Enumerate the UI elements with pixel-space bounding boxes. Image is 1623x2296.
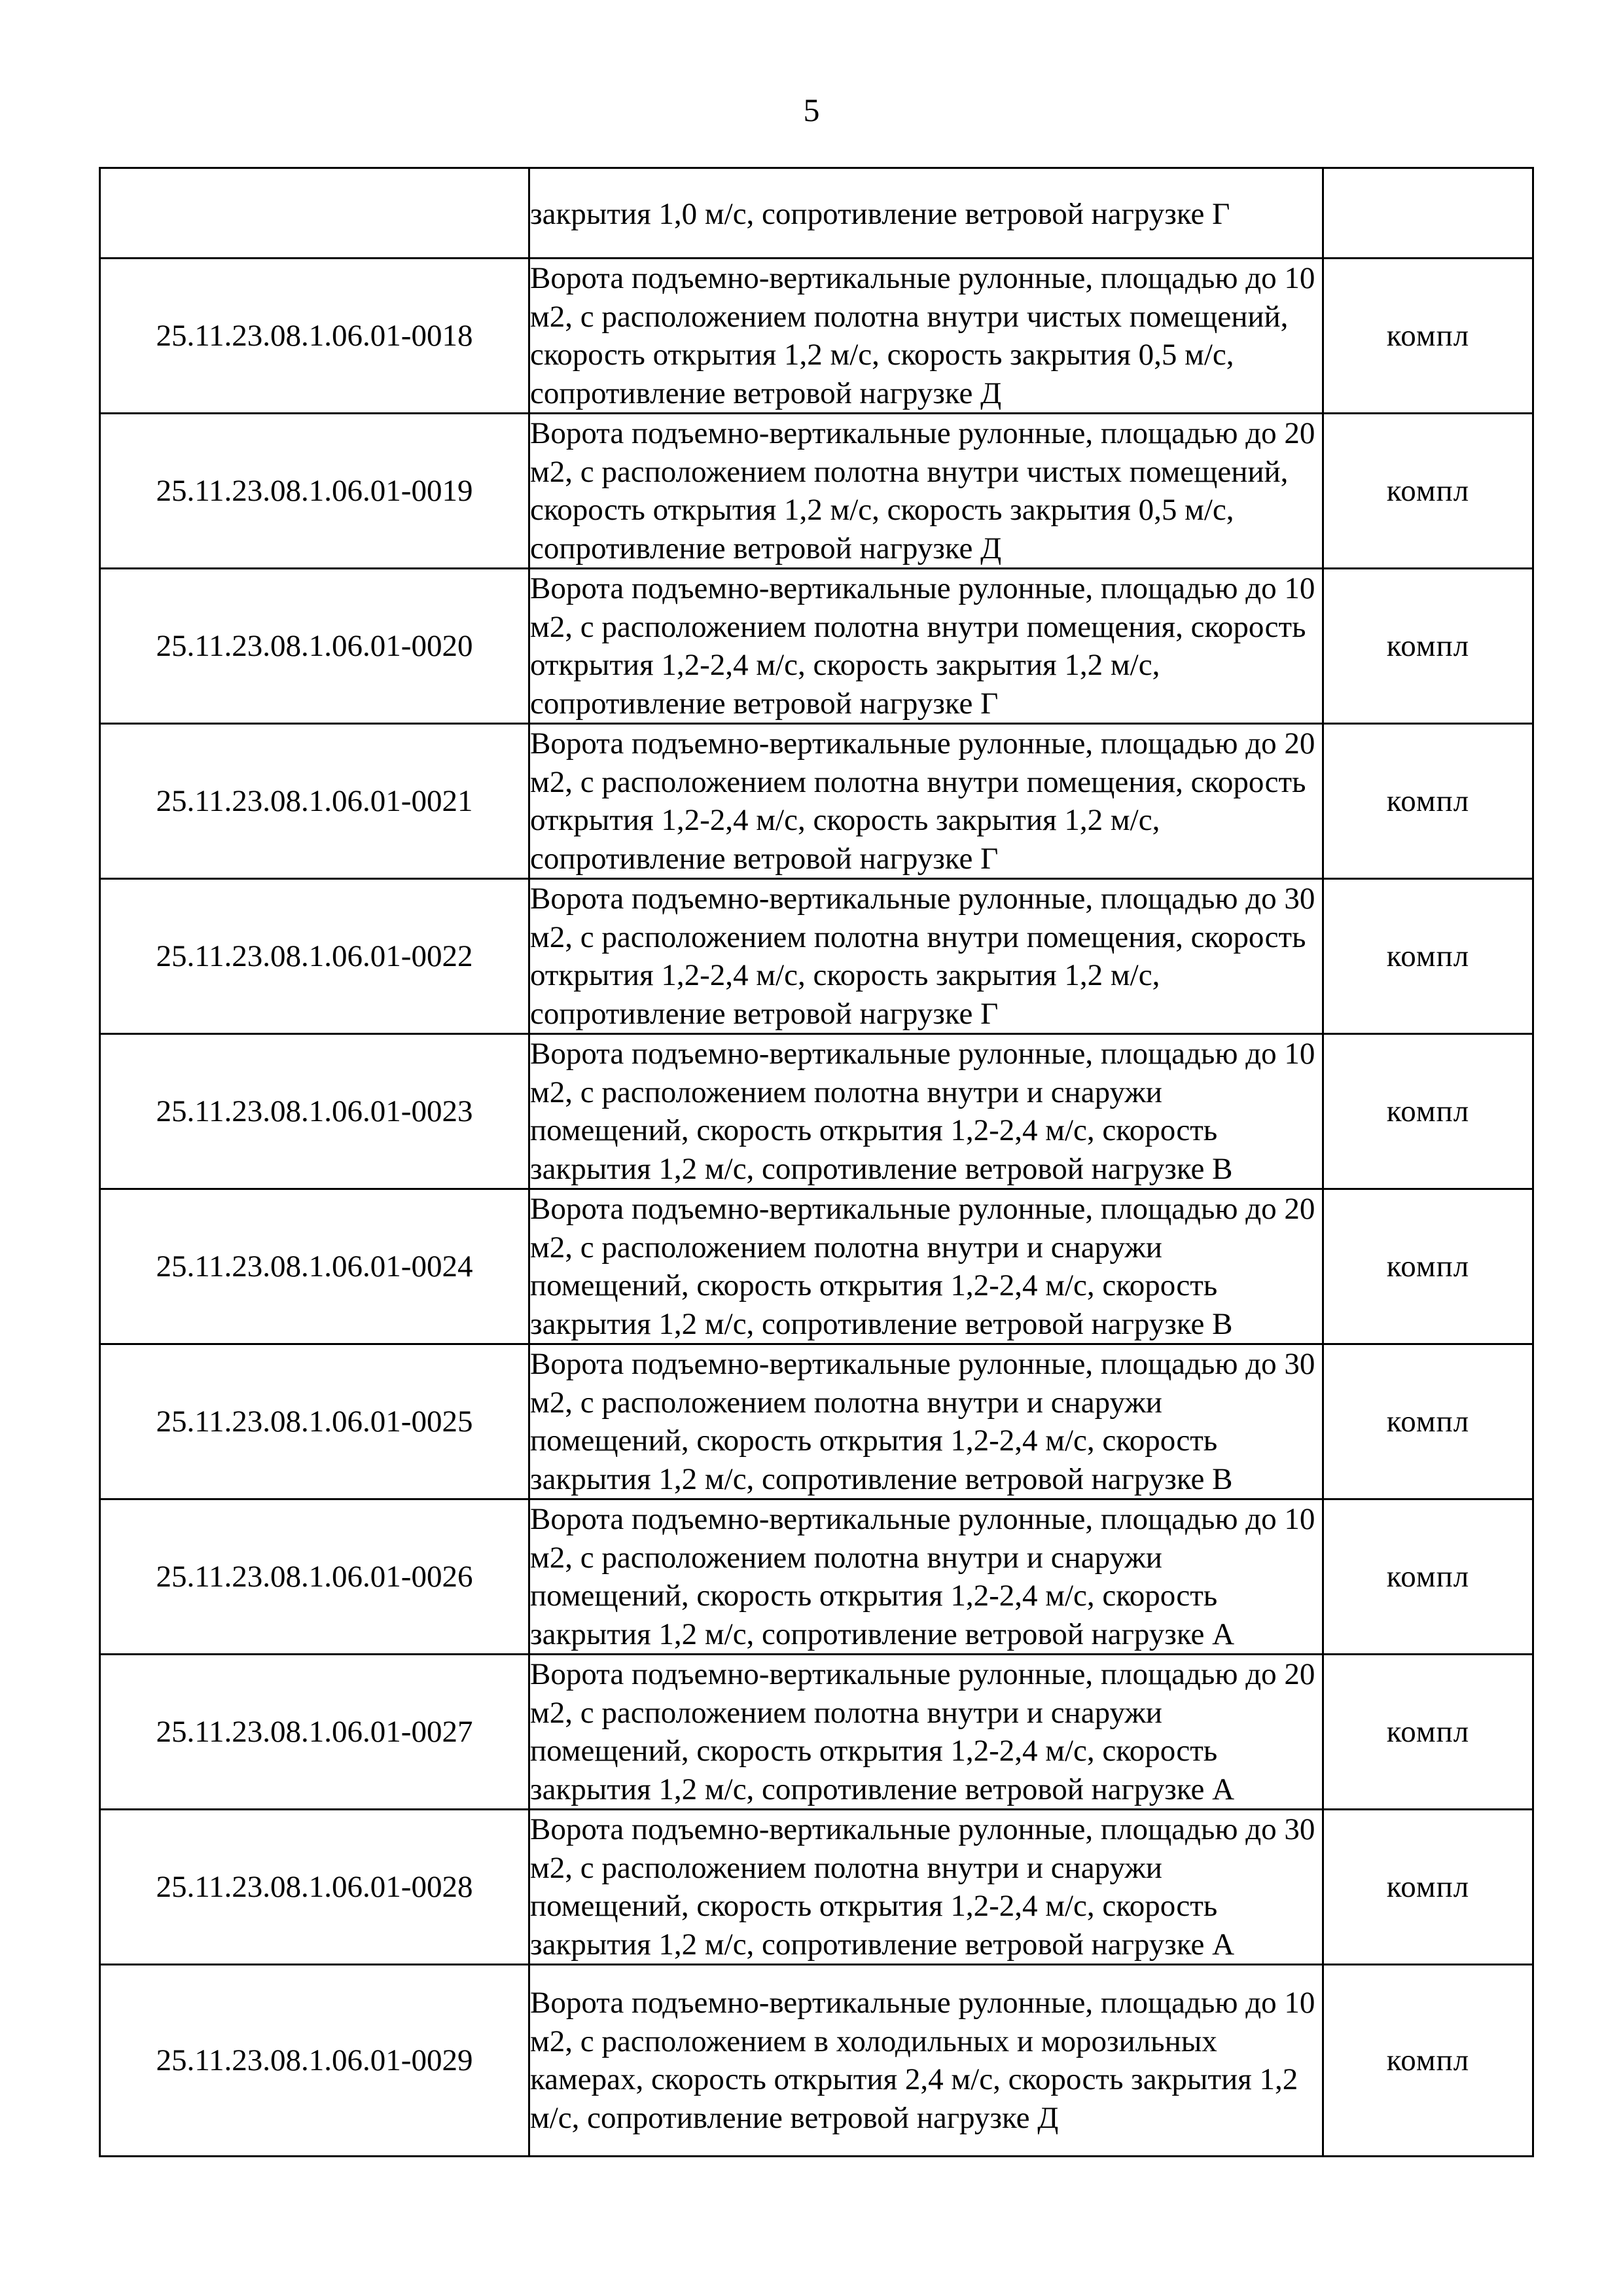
table-row (100, 259, 1533, 414)
unit-cell: компл (1323, 1344, 1533, 1499)
description-cell: Ворота подъемно-вертикальные рулонные, площадью до 30 м2, с расположением полотна внутри и снаружи помещений, скорость открытия 1,2-2,4 м/с, скорость закрытия 1,2 м/с, сопротивление ветровой нагрузке А (529, 1810, 1323, 1965)
code-cell: 25.11.23.08.1.06.01-0028 (100, 1810, 529, 1965)
table-row (100, 1655, 1533, 1810)
description-cell: закрытия 1,0 м/с, сопротивление ветровой нагрузке Г (529, 168, 1323, 259)
unit-cell: компл (1323, 1189, 1533, 1344)
description-cell: Ворота подъемно-вертикальные рулонные, площадью до 30 м2, с расположением полотна внутри и снаружи помещений, скорость открытия 1,2-2,4 м/с, скорость закрытия 1,2 м/с, сопротивление ветровой нагрузке В (529, 1344, 1323, 1499)
code-cell: 25.11.23.08.1.06.01-0023 (100, 1034, 529, 1189)
code-cell: 25.11.23.08.1.06.01-0021 (100, 724, 529, 879)
table-row (100, 1965, 1533, 2157)
unit-cell: компл (1323, 1655, 1533, 1810)
code-cell: 25.11.23.08.1.06.01-0022 (100, 879, 529, 1034)
table-row (100, 1344, 1533, 1499)
page-number: 5 (803, 92, 820, 128)
table-row (100, 1189, 1533, 1344)
table-row (100, 1499, 1533, 1655)
description-cell: Ворота подъемно-вертикальные рулонные, площадью до 20 м2, с расположением полотна внутри помещения, скорость открытия 1,2-2,4 м/с, скорость закрытия 1,2 м/с, сопротивление ветровой нагрузке Г (529, 724, 1323, 879)
code-cell: 25.11.23.08.1.06.01-0024 (100, 1189, 529, 1344)
code-cell: 25.11.23.08.1.06.01-0020 (100, 569, 529, 724)
code-cell: 25.11.23.08.1.06.01-0025 (100, 1344, 529, 1499)
description-cell: Ворота подъемно-вертикальные рулонные, площадью до 20 м2, с расположением полотна внутри и снаружи помещений, скорость открытия 1,2-2,4 м/с, скорость закрытия 1,2 м/с, сопротивление ветровой нагрузке В (529, 1189, 1323, 1344)
code-cell: 25.11.23.08.1.06.01-0019 (100, 414, 529, 569)
unit-cell: компл (1323, 1810, 1533, 1965)
description-cell: Ворота подъемно-вертикальные рулонные, площадью до 30 м2, с расположением полотна внутри помещения, скорость открытия 1,2-2,4 м/с, скорость закрытия 1,2 м/с, сопротивление ветровой нагрузке Г (529, 879, 1323, 1034)
description-cell: Ворота подъемно-вертикальные рулонные, площадью до 10 м2, с расположением полотна внутри помещения, скорость открытия 1,2-2,4 м/с, скорость закрытия 1,2 м/с, сопротивление ветровой нагрузке Г (529, 569, 1323, 724)
unit-cell: компл (1323, 1034, 1533, 1189)
table-row (100, 1810, 1533, 1965)
unit-cell: компл (1323, 569, 1533, 724)
code-cell: 25.11.23.08.1.06.01-0029 (100, 1965, 529, 2157)
description-cell: Ворота подъемно-вертикальные рулонные, площадью до 10 м2, с расположением полотна внутри и снаружи помещений, скорость открытия 1,2-2,4 м/с, скорость закрытия 1,2 м/с, сопротивление ветровой нагрузке В (529, 1034, 1323, 1189)
description-cell: Ворота подъемно-вертикальные рулонные, площадью до 10 м2, с расположением в холодильных и морозильных камерах, скорость открытия 2,4 м/с, скорость закрытия 1,2 м/с, сопротивление ветровой нагрузке Д (529, 1965, 1323, 2157)
unit-cell: компл (1323, 724, 1533, 879)
description-cell: Ворота подъемно-вертикальные рулонные, площадью до 20 м2, с расположением полотна внутри и снаружи помещений, скорость открытия 1,2-2,4 м/с, скорость закрытия 1,2 м/с, сопротивление ветровой нагрузке А (529, 1655, 1323, 1810)
code-cell (100, 168, 529, 259)
table-row (100, 569, 1533, 724)
table-row-continuation (100, 168, 1533, 259)
code-cell: 25.11.23.08.1.06.01-0026 (100, 1499, 529, 1655)
description-cell: Ворота подъемно-вертикальные рулонные, площадью до 10 м2, с расположением полотна внутри и снаружи помещений, скорость открытия 1,2-2,4 м/с, скорость закрытия 1,2 м/с, сопротивление ветровой нагрузке А (529, 1499, 1323, 1655)
unit-cell: компл (1323, 414, 1533, 569)
code-cell: 25.11.23.08.1.06.01-0027 (100, 1655, 529, 1810)
description-cell: Ворота подъемно-вертикальные рулонные, площадью до 10 м2, с расположением полотна внутри чистых помещений, скорость открытия 1,2 м/с, скорость закрытия 0,5 м/с, сопротивление ветровой нагрузке Д (529, 259, 1323, 414)
table-row (100, 724, 1533, 879)
table-row (100, 1034, 1533, 1189)
description-cell: Ворота подъемно-вертикальные рулонные, площадью до 20 м2, с расположением полотна внутри чистых помещений, скорость открытия 1,2 м/с, скорость закрытия 0,5 м/с, сопротивление ветровой нагрузке Д (529, 414, 1323, 569)
unit-cell: компл (1323, 879, 1533, 1034)
unit-cell: компл (1323, 1965, 1533, 2157)
code-cell: 25.11.23.08.1.06.01-0018 (100, 259, 529, 414)
unit-cell (1323, 168, 1533, 259)
table-row (100, 879, 1533, 1034)
table-row (100, 414, 1533, 569)
unit-cell: компл (1323, 259, 1533, 414)
resource-table (99, 167, 1534, 2157)
unit-cell: компл (1323, 1499, 1533, 1655)
